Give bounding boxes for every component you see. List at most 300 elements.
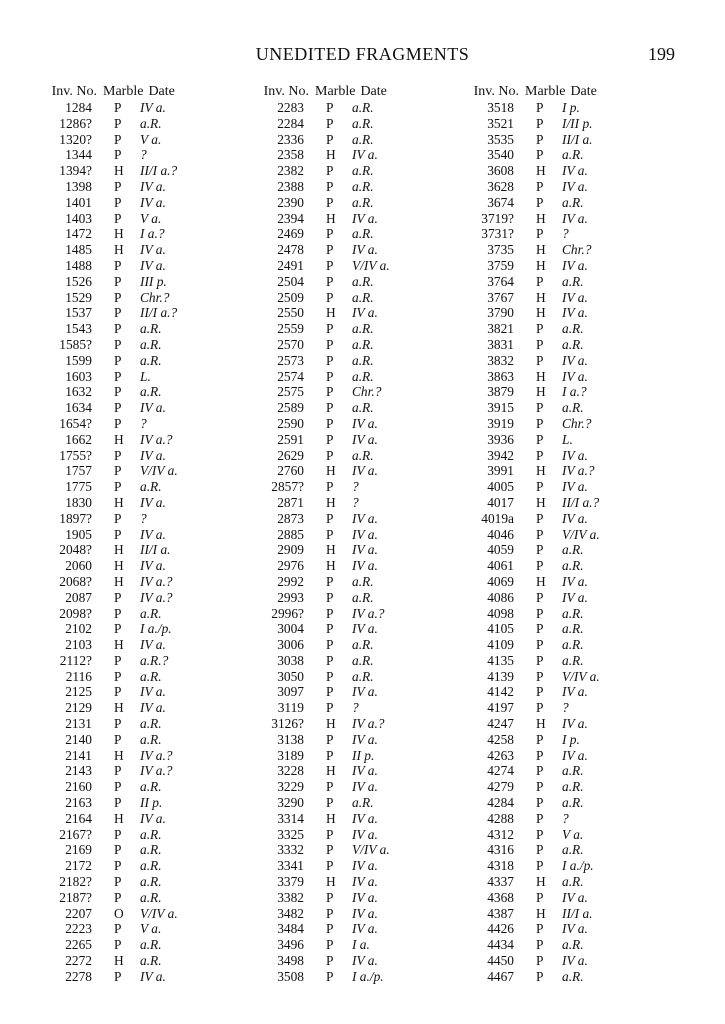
column-header	[40, 80, 255, 100]
inv-number-cell: 2509	[277, 289, 304, 305]
inv-number-cell: 3719?	[481, 210, 514, 226]
date-cell: V a.	[140, 131, 162, 147]
date-cell: a.R.	[562, 763, 584, 779]
inv-number-cell: 4019a	[481, 510, 514, 526]
date-cell: IV a.	[352, 763, 378, 779]
marble-cell: P	[326, 889, 334, 905]
marble-cell: H	[326, 210, 336, 226]
date-cell: IV a.	[140, 494, 166, 510]
inv-number-cell: 3628	[487, 178, 514, 194]
marble-cell: P	[536, 226, 544, 242]
inv-number-cell: 3138	[277, 731, 304, 747]
marble-cell: H	[326, 810, 336, 826]
table-row	[252, 969, 467, 985]
inv-number-cell: 2187?	[59, 889, 92, 905]
date-cell: L.	[140, 368, 151, 384]
inv-number-cell: 1634	[65, 400, 92, 416]
inv-number-cell: 1905	[65, 526, 92, 542]
inv-number-cell: 3038	[277, 652, 304, 668]
date-cell: Chr.?	[562, 415, 592, 431]
date-cell: a.R.	[562, 621, 584, 637]
date-cell: IV a.	[352, 431, 378, 447]
inv-number-cell: 2575	[277, 384, 304, 400]
inv-number-cell: 4197	[487, 700, 514, 716]
table-row	[252, 337, 467, 353]
marble-cell: P	[326, 747, 334, 763]
marble-cell: P	[114, 874, 122, 890]
date-cell: a.R.	[140, 889, 162, 905]
marble-cell: P	[326, 526, 334, 542]
inv-number-cell: 4288	[487, 810, 514, 826]
inv-number-cell: 3004	[277, 621, 304, 637]
marble-cell: P	[114, 336, 122, 352]
marble-cell: P	[536, 431, 544, 447]
table-row	[40, 606, 255, 622]
inv-number-cell: 1757	[65, 463, 92, 479]
inv-number-cell: 1394?	[59, 163, 92, 179]
table-row	[462, 305, 677, 321]
page-title: UNEDITED FRAGMENTS	[255, 44, 470, 64]
inv-number-cell: 3831	[487, 336, 514, 352]
table-row	[40, 890, 255, 906]
marble-cell: H	[114, 747, 124, 763]
table-row	[252, 321, 467, 337]
inv-number-cell: 2163	[65, 795, 92, 811]
date-cell: a.R.	[352, 273, 374, 289]
table-row	[462, 479, 677, 495]
table-row	[462, 432, 677, 448]
marble-cell: H	[114, 953, 124, 969]
marble-cell: P	[114, 447, 122, 463]
table-row	[462, 290, 677, 306]
table-row	[40, 811, 255, 827]
date-cell: Chr.?	[562, 242, 592, 258]
date-cell: a.R.	[140, 937, 162, 953]
date-cell: a.R.	[352, 368, 374, 384]
marble-cell: P	[326, 273, 334, 289]
marble-cell: P	[536, 558, 544, 574]
marble-cell: H	[536, 242, 546, 258]
marble-cell: H	[326, 147, 336, 163]
table-row	[40, 479, 255, 495]
inv-number-cell: 2060	[65, 558, 92, 574]
marble-cell: P	[536, 668, 544, 684]
inv-number-cell: 2589	[277, 400, 304, 416]
marble-cell: P	[114, 305, 122, 321]
inv-number-cell: 4316	[487, 842, 514, 858]
marble-cell: H	[114, 431, 124, 447]
date-cell: a.R.	[562, 147, 584, 163]
marble-cell: P	[326, 905, 334, 921]
marble-cell: P	[326, 953, 334, 969]
marble-cell: H	[114, 494, 124, 510]
date-cell: a.R.	[562, 194, 584, 210]
date-cell: IV a.	[140, 100, 166, 115]
date-cell: a.R.	[352, 163, 374, 179]
date-cell: IV a.	[140, 684, 166, 700]
table-row	[40, 653, 255, 669]
date-cell: a.R.	[352, 400, 374, 416]
marble-cell: P	[114, 384, 122, 400]
table-row	[40, 621, 255, 637]
inv-number-cell: 1775	[65, 479, 92, 495]
marble-cell: P	[536, 826, 544, 842]
table-row	[462, 321, 677, 337]
marble-cell: P	[326, 652, 334, 668]
inv-number-cell: 4135	[487, 652, 514, 668]
marble-cell: P	[326, 589, 334, 605]
table-row	[40, 511, 255, 527]
marble-cell: P	[326, 115, 334, 131]
inv-number-cell: 1599	[65, 352, 92, 368]
date-cell: IV a.	[140, 810, 166, 826]
date-cell: I/II p.	[562, 115, 593, 131]
date-cell: a.R.	[352, 336, 374, 352]
date-cell: IV a.	[352, 826, 378, 842]
page-header	[0, 44, 725, 68]
marble-cell: P	[114, 684, 122, 700]
table-row	[40, 953, 255, 969]
inv-number-cell: 4318	[487, 858, 514, 874]
inventory-column-2	[252, 80, 467, 985]
date-cell: IV a.	[352, 953, 378, 969]
date-cell: ?	[352, 700, 359, 716]
inv-number-cell: 1401	[65, 194, 92, 210]
date-cell: IV a.	[352, 684, 378, 700]
date-cell: IV a.	[352, 510, 378, 526]
date-cell: V/IV a.	[352, 842, 390, 858]
date-cell: IV a.	[562, 178, 588, 194]
date-cell: IV a.	[352, 463, 378, 479]
table-row	[40, 779, 255, 795]
marble-cell: P	[114, 510, 122, 526]
page-number: 199	[648, 44, 675, 64]
inv-number-cell: 3498	[277, 953, 304, 969]
marble-cell: P	[326, 968, 334, 984]
marble-cell: P	[536, 652, 544, 668]
marble-cell: P	[326, 415, 334, 431]
table-row	[252, 495, 467, 511]
date-cell: a.R.	[140, 779, 162, 795]
table-row	[462, 226, 677, 242]
inv-number-cell: 4258	[487, 731, 514, 747]
inv-number-cell: 2207	[65, 905, 92, 921]
marble-cell: P	[326, 842, 334, 858]
date-cell: a.R.	[140, 321, 162, 337]
inv-number-cell: 3314	[277, 810, 304, 826]
table-row	[252, 511, 467, 527]
marble-cell: P	[114, 289, 122, 305]
marble-cell: H	[536, 384, 546, 400]
table-row	[252, 542, 467, 558]
table-row	[462, 258, 677, 274]
date-cell: IV a.	[352, 526, 378, 542]
inv-number-cell: 3674	[487, 194, 514, 210]
table-row	[40, 463, 255, 479]
date-cell: a.R.	[562, 842, 584, 858]
marble-cell: P	[536, 147, 544, 163]
inv-number-cell: 4247	[487, 716, 514, 732]
date-cell: IV a.	[140, 257, 166, 273]
marble-cell: H	[114, 573, 124, 589]
marble-cell: P	[114, 889, 122, 905]
date-cell: a.R.	[352, 289, 374, 305]
inv-number-cell: 2272	[65, 953, 92, 969]
date-cell: IV a.	[562, 210, 588, 226]
marble-cell: P	[536, 937, 544, 953]
date-cell: a.R.	[562, 542, 584, 558]
inv-number-cell: 1632	[65, 384, 92, 400]
marble-cell: P	[326, 921, 334, 937]
date-cell: a.R.	[352, 795, 374, 811]
inv-number-cell: 2358	[277, 147, 304, 163]
marble-cell: P	[326, 321, 334, 337]
table-row	[40, 542, 255, 558]
table-row	[40, 858, 255, 874]
date-cell: a.R.	[352, 589, 374, 605]
table-row	[40, 163, 255, 179]
table-row	[40, 527, 255, 543]
date-cell: IV a.	[352, 621, 378, 637]
inv-number-cell: 4467	[487, 968, 514, 984]
table-row	[40, 116, 255, 132]
marble-cell: P	[536, 321, 544, 337]
marble-cell: P	[326, 163, 334, 179]
date-cell: a.R.	[352, 226, 374, 242]
date-cell: IV a.	[352, 210, 378, 226]
inv-number-cell: 2172	[65, 858, 92, 874]
date-cell: II/I a.?	[140, 163, 178, 179]
table-row	[252, 353, 467, 369]
marble-cell: P	[536, 400, 544, 416]
date-cell: IV a.	[140, 968, 166, 984]
header-date: Date	[570, 84, 597, 99]
inv-number-cell: 1320?	[59, 131, 92, 147]
marble-cell: P	[326, 637, 334, 653]
marble-cell: H	[114, 637, 124, 653]
marble-cell: O	[114, 905, 124, 921]
table-row	[40, 448, 255, 464]
header-marble: Marble	[525, 84, 566, 99]
date-cell: V/IV a.	[352, 257, 390, 273]
table-row	[462, 353, 677, 369]
date-cell: a.R.	[562, 937, 584, 953]
date-cell: IV a.	[140, 242, 166, 258]
table-row	[252, 305, 467, 321]
table-row	[252, 432, 467, 448]
date-cell: IV a.	[352, 305, 378, 321]
inv-number-cell: 3832	[487, 352, 514, 368]
inv-number-cell: 3915	[487, 400, 514, 416]
table-row	[40, 842, 255, 858]
marble-cell: P	[114, 368, 122, 384]
date-cell: a.R.	[140, 605, 162, 621]
marble-cell: P	[536, 542, 544, 558]
inv-number-cell: 2223	[65, 921, 92, 937]
date-cell: IV a.	[352, 905, 378, 921]
table-row	[40, 242, 255, 258]
marble-cell: P	[326, 479, 334, 495]
date-cell: IV a.	[562, 716, 588, 732]
marble-cell: H	[326, 463, 336, 479]
marble-cell: H	[114, 163, 124, 179]
inv-number-cell: 2629	[277, 447, 304, 463]
inv-number-cell: 2141	[65, 747, 92, 763]
date-cell: IV a.	[562, 889, 588, 905]
marble-cell: P	[114, 795, 122, 811]
date-cell: I a.	[352, 937, 370, 953]
table-row	[462, 953, 677, 969]
table-row	[252, 858, 467, 874]
header-inv-no: Inv. No.	[51, 84, 97, 99]
date-cell: IV a.	[562, 368, 588, 384]
inv-number-cell: 1537	[65, 305, 92, 321]
inv-number-cell: 1662	[65, 431, 92, 447]
marble-cell: P	[326, 731, 334, 747]
marble-cell: P	[326, 194, 334, 210]
inv-number-cell: 3919	[487, 415, 514, 431]
inv-number-cell: 2087	[65, 589, 92, 605]
date-cell: III p.	[140, 273, 167, 289]
table-row	[462, 132, 677, 148]
table-row	[252, 906, 467, 922]
date-cell: V a.	[140, 921, 162, 937]
date-cell: ?	[352, 479, 359, 495]
table-row	[462, 716, 677, 732]
marble-cell: P	[114, 621, 122, 637]
column-header	[252, 80, 467, 100]
table-row	[40, 321, 255, 337]
date-cell: IV a.	[562, 479, 588, 495]
table-row	[252, 890, 467, 906]
marble-cell: P	[536, 100, 544, 115]
marble-cell: P	[536, 858, 544, 874]
marble-cell: P	[536, 447, 544, 463]
date-cell: IV a.	[140, 558, 166, 574]
inv-number-cell: 3126?	[271, 716, 304, 732]
table-row	[252, 558, 467, 574]
table-row	[252, 669, 467, 685]
table-row	[252, 795, 467, 811]
marble-cell: P	[326, 289, 334, 305]
date-cell: a.R.	[140, 479, 162, 495]
table-row	[462, 274, 677, 290]
date-cell: a.R.	[562, 321, 584, 337]
table-row	[462, 906, 677, 922]
table-row	[462, 179, 677, 195]
table-row	[40, 574, 255, 590]
table-row	[252, 416, 467, 432]
marble-cell: P	[536, 779, 544, 795]
date-cell: II/I a.	[562, 905, 593, 921]
date-cell: IV a.	[140, 400, 166, 416]
marble-cell: P	[114, 415, 122, 431]
inv-number-cell: 1398	[65, 178, 92, 194]
column-header	[462, 80, 677, 100]
marble-cell: H	[536, 494, 546, 510]
table-row	[462, 463, 677, 479]
table-row	[252, 258, 467, 274]
marble-cell: H	[536, 905, 546, 921]
table-row	[40, 700, 255, 716]
date-cell: a.R.	[352, 637, 374, 653]
column-rows	[462, 100, 677, 985]
date-cell: IV a.	[562, 289, 588, 305]
inv-number-cell: 2160	[65, 779, 92, 795]
table-row	[40, 969, 255, 985]
table-row	[40, 558, 255, 574]
inv-number-cell: 2394	[277, 210, 304, 226]
inv-number-cell: 4105	[487, 621, 514, 637]
table-row	[40, 226, 255, 242]
inv-number-cell: 2382	[277, 163, 304, 179]
date-cell: a.R.	[562, 874, 584, 890]
marble-cell: P	[114, 131, 122, 147]
inv-number-cell: 3189	[277, 747, 304, 763]
inv-number-cell: 4017	[487, 494, 514, 510]
date-cell: V a.	[562, 826, 584, 842]
header-inv-no: Inv. No.	[263, 84, 309, 99]
table-row	[462, 369, 677, 385]
table-row	[252, 384, 467, 400]
table-row	[40, 384, 255, 400]
marble-cell: P	[114, 194, 122, 210]
table-row	[462, 858, 677, 874]
inv-number-cell: 3006	[277, 637, 304, 653]
date-cell: a.R.	[352, 321, 374, 337]
inv-number-cell: 1830	[65, 494, 92, 510]
marble-cell: P	[326, 100, 334, 115]
marble-cell: P	[326, 779, 334, 795]
marble-cell: H	[536, 463, 546, 479]
date-cell: a.R.	[562, 637, 584, 653]
marble-cell: P	[536, 415, 544, 431]
table-row	[252, 700, 467, 716]
date-cell: IV a.	[562, 684, 588, 700]
date-cell: IV a.?	[562, 463, 595, 479]
inv-number-cell: 3521	[487, 115, 514, 131]
table-row	[462, 637, 677, 653]
marble-cell: P	[114, 716, 122, 732]
marble-cell: P	[114, 100, 122, 115]
inv-number-cell: 4426	[487, 921, 514, 937]
table-row	[462, 969, 677, 985]
inv-number-cell: 3821	[487, 321, 514, 337]
table-row	[462, 527, 677, 543]
table-row	[40, 179, 255, 195]
table-row	[462, 827, 677, 843]
table-row	[462, 448, 677, 464]
inv-number-cell: 3790	[487, 305, 514, 321]
table-row	[252, 400, 467, 416]
date-cell: I p.	[562, 100, 580, 115]
marble-cell: P	[326, 573, 334, 589]
marble-cell: P	[114, 921, 122, 937]
table-row	[462, 669, 677, 685]
marble-cell: H	[114, 810, 124, 826]
date-cell: ?	[562, 226, 569, 242]
date-cell: IV a.	[140, 194, 166, 210]
marble-cell: P	[326, 684, 334, 700]
marble-cell: P	[536, 131, 544, 147]
marble-cell: P	[536, 700, 544, 716]
inv-number-cell: 2098?	[59, 605, 92, 621]
date-cell: II/I a.	[562, 131, 593, 147]
inv-number-cell: 1529	[65, 289, 92, 305]
table-row	[252, 590, 467, 606]
marble-cell: P	[114, 858, 122, 874]
date-cell: IV a.	[562, 747, 588, 763]
